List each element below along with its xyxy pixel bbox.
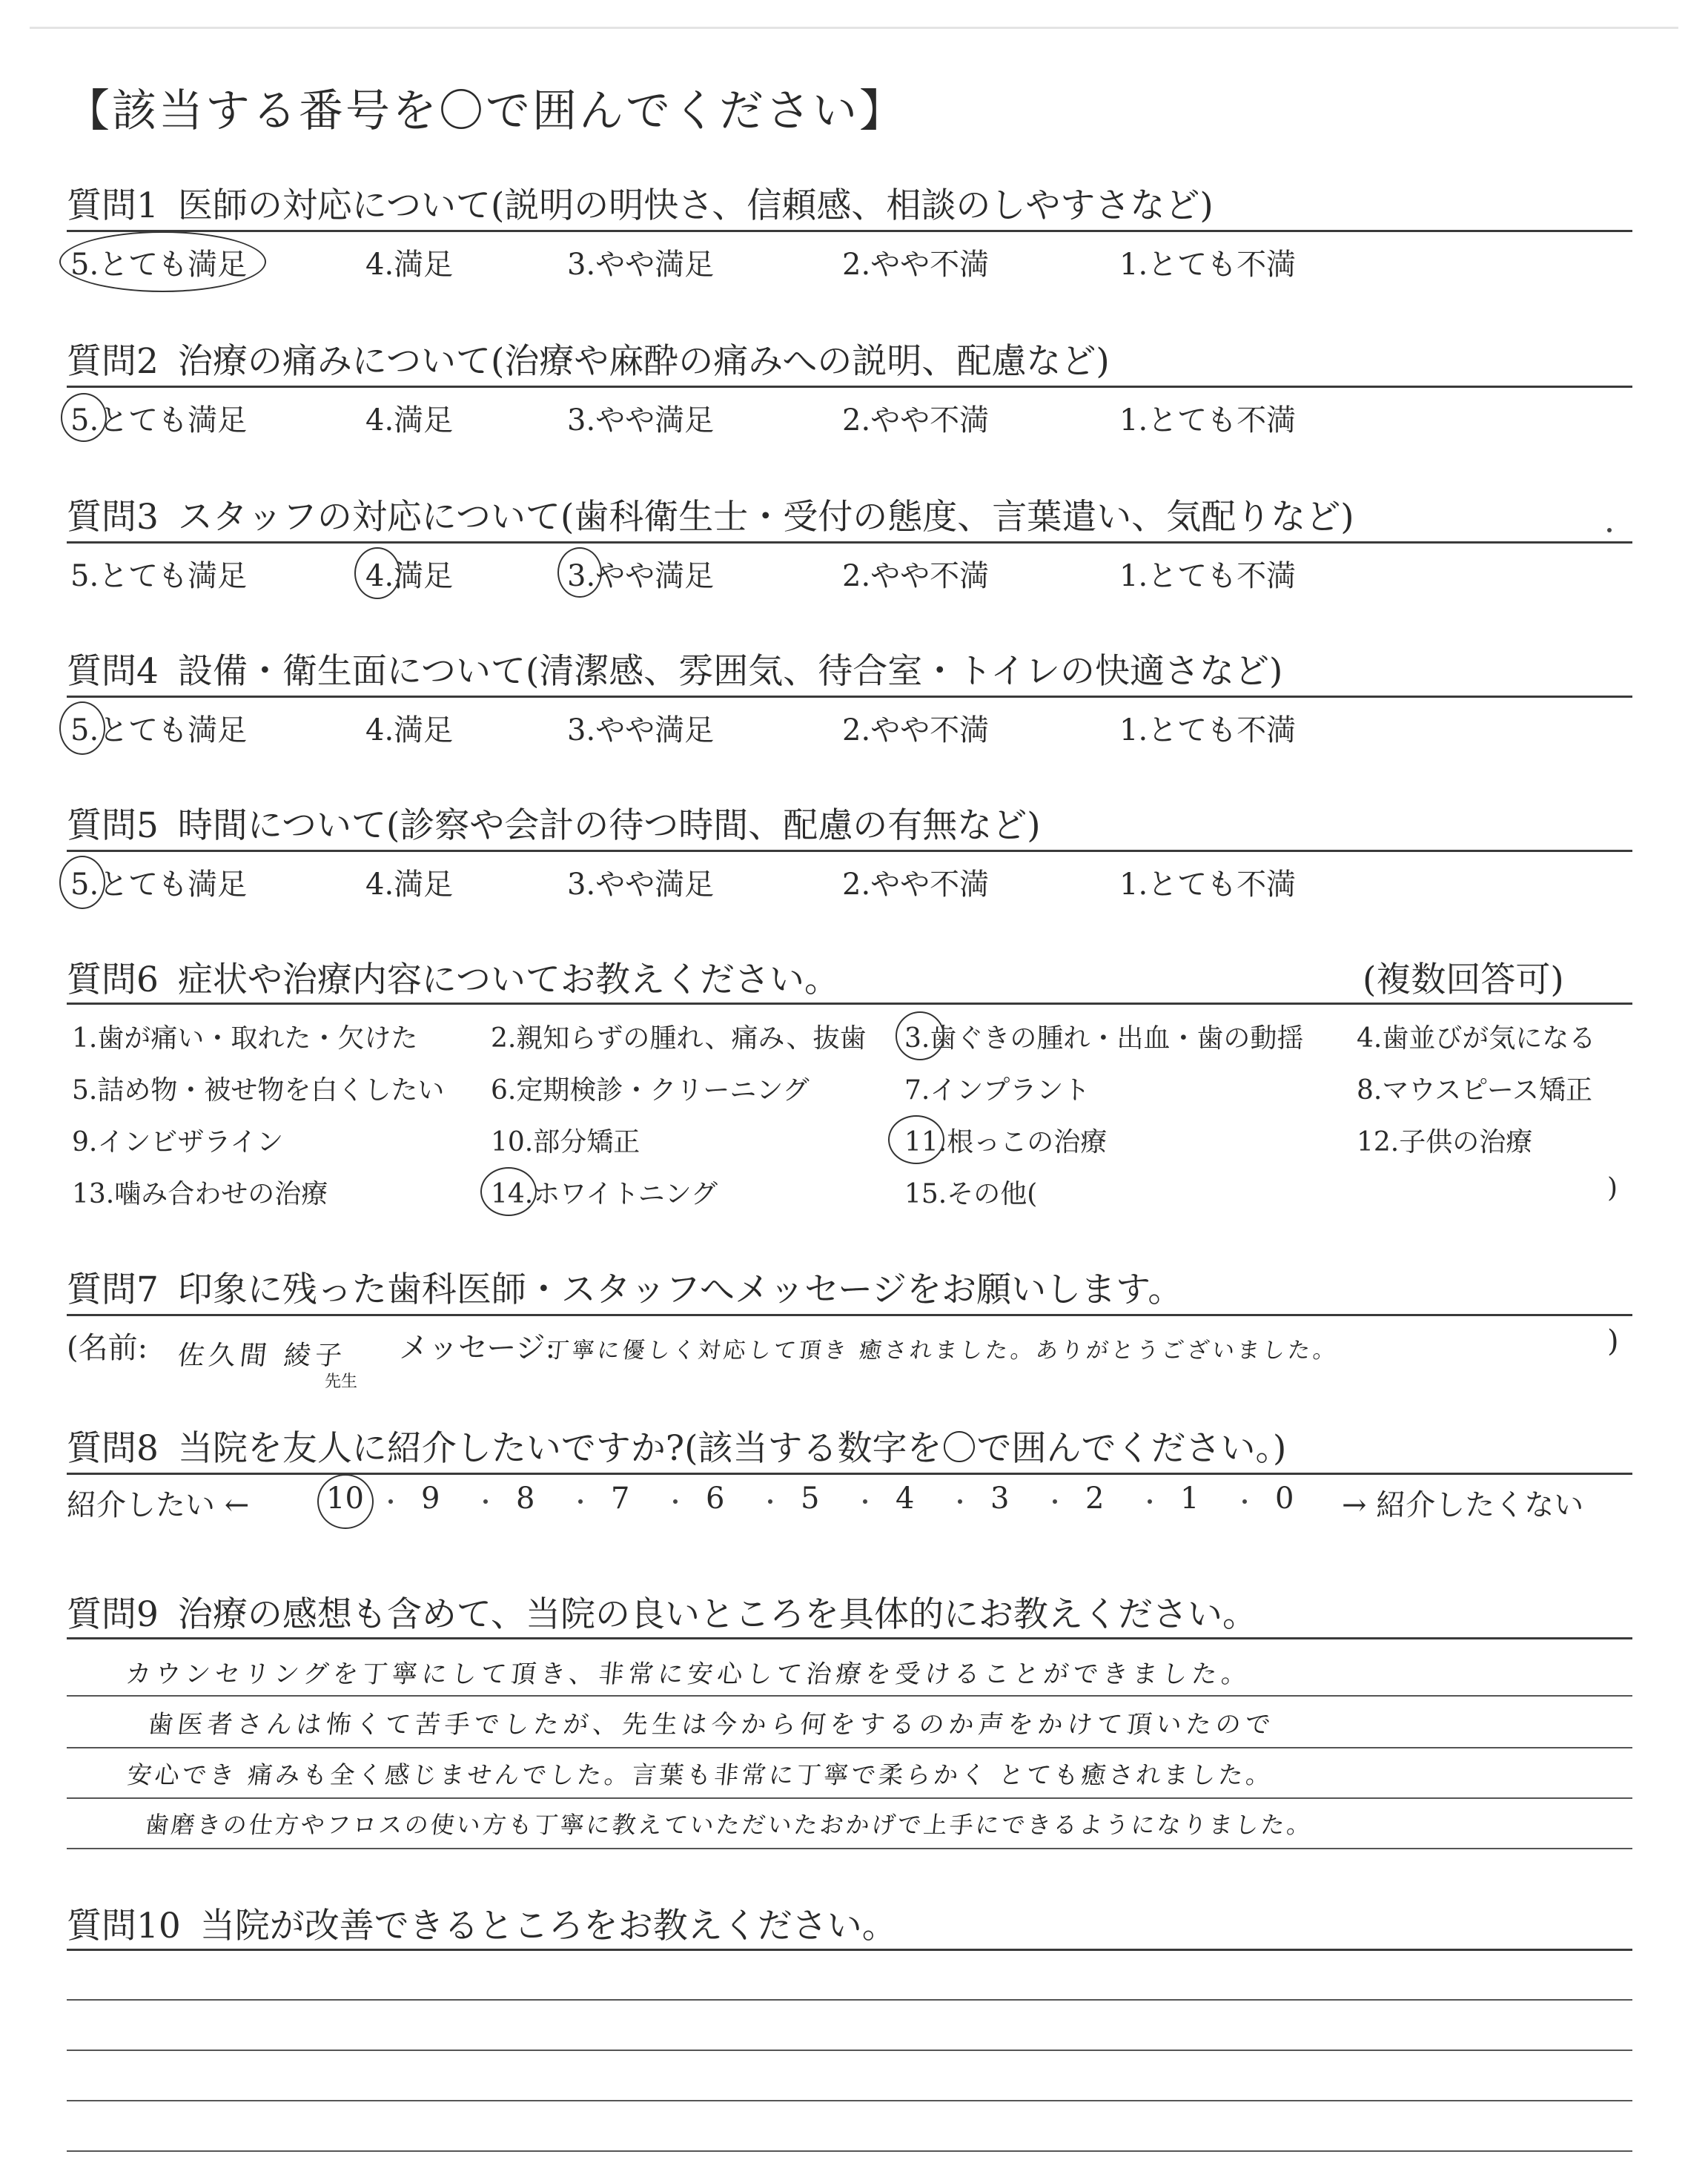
question-3-rule <box>67 541 1632 544</box>
q8-scale-1[interactable]: 1 <box>1180 1482 1199 1516</box>
q6-option-11[interactable]: 11.根っこの治療 <box>904 1127 1108 1157</box>
q4-option-3[interactable]: 3.やや満足 <box>567 713 715 747</box>
q7-message-value[interactable]: 丁寧に優しく対応して頂き 癒されました。ありがとうございました。 <box>545 1338 1340 1364</box>
question-4-rule <box>67 696 1632 698</box>
q9-line-rule-2 <box>67 1747 1632 1748</box>
q6-option-12[interactable]: 12.子供の治療 <box>1357 1127 1533 1157</box>
q8-scale-0[interactable]: 0 <box>1275 1482 1294 1516</box>
q8-scale-2[interactable]: 2 <box>1085 1482 1105 1516</box>
q2-hand-circle <box>61 393 107 442</box>
page-title: 【該当する番号を〇で囲んでください】 <box>65 85 906 137</box>
q6-option-4[interactable]: 4.歯並びが気になる <box>1357 1023 1596 1054</box>
q9-answer-line-2[interactable]: 歯医者さんは怖くて苦手でしたが、先生は今から何をするのか声をかけて頂いたので <box>146 1710 1277 1740</box>
q8-scale-separator <box>483 1499 488 1504</box>
q6-option-3[interactable]: 3.歯ぐきの腫れ・出血・歯の動揺 <box>904 1023 1304 1054</box>
q8-scale-separator <box>768 1499 772 1504</box>
q8-scale-separator <box>958 1499 962 1504</box>
q1-option-3[interactable]: 3.やや満足 <box>567 248 715 282</box>
q9-answer-line-1[interactable]: カウンセリングを丁寧にして頂き、非常に安心して治療を受けることができました。 <box>124 1659 1253 1689</box>
q1-option-4[interactable]: 4.満足 <box>365 248 454 282</box>
q10-line-rule-3[interactable] <box>67 2100 1632 2101</box>
q6-option-9[interactable]: 9.インビザライン <box>72 1127 284 1157</box>
q2-option-1[interactable]: 1.とても不満 <box>1119 403 1297 437</box>
q4-option-5[interactable]: 5.とても満足 <box>70 713 248 747</box>
q8-scale-10[interactable]: 10 <box>326 1482 364 1516</box>
question-6-rule <box>67 1003 1632 1005</box>
q8-scale-8[interactable]: 8 <box>516 1482 535 1516</box>
q7-name-value[interactable]: 佐久間 綾子 <box>176 1341 348 1371</box>
q8-scale-9[interactable]: 9 <box>421 1482 440 1516</box>
q5-option-4[interactable]: 4.満足 <box>365 868 454 902</box>
q8-scale-separator <box>673 1499 678 1504</box>
q5-option-5[interactable]: 5.とても満足 <box>70 868 248 902</box>
question-6-note: (複数回答可) <box>1363 960 1564 1000</box>
q4-option-2[interactable]: 2.やや不満 <box>842 713 990 747</box>
q3-option-2[interactable]: 2.やや不満 <box>842 559 990 593</box>
q1-hand-circle <box>59 231 266 292</box>
question-2-title: 質問2 治療の痛みについて(治療や麻酔の痛みへの説明、配慮など) <box>67 341 1110 382</box>
q1-option-2[interactable]: 2.やや不満 <box>842 248 990 282</box>
q10-line-rule-4[interactable] <box>67 2150 1632 2152</box>
q8-scale-4[interactable]: 4 <box>896 1482 915 1516</box>
q1-option-1[interactable]: 1.とても不満 <box>1119 248 1297 282</box>
q5-option-2[interactable]: 2.やや不満 <box>842 868 990 902</box>
q6-option-1[interactable]: 1.歯が痛い・取れた・欠けた <box>72 1023 418 1054</box>
q9-line-rule-1 <box>67 1695 1632 1697</box>
q9-line-rule-4 <box>67 1848 1632 1849</box>
q3-option-3[interactable]: 3.やや満足 <box>567 559 715 593</box>
q7-message-label: メッセージ: <box>399 1331 556 1365</box>
question-1-rule <box>67 230 1632 232</box>
q6-hand-circle-14 <box>480 1167 537 1216</box>
q3-hand-circle-3 <box>557 547 602 598</box>
top-border <box>30 27 1678 29</box>
question-3-title: 質問3 スタッフの対応について(歯科衛生士・受付の態度、言葉遣い、気配りなど) <box>67 497 1354 538</box>
q6-option-14[interactable]: 14.ホワイトニング <box>491 1179 718 1209</box>
q2-option-4[interactable]: 4.満足 <box>365 403 454 437</box>
q4-hand-circle <box>59 701 105 755</box>
q8-scale-separator <box>1053 1499 1057 1504</box>
q8-scale-separator <box>1242 1499 1247 1504</box>
question-7-rule <box>67 1314 1632 1316</box>
q8-scale-separator <box>578 1499 583 1504</box>
q6-hand-circle-3 <box>896 1011 944 1060</box>
q6-option-15-close: ) <box>1607 1173 1618 1203</box>
q10-line-rule-2[interactable] <box>67 2050 1632 2051</box>
q9-answer-line-3[interactable]: 安心でき 痛みも全く感じませんでした。言葉も非常に丁寧で柔らかく とても癒されました。 <box>125 1760 1275 1789</box>
question-8-rule <box>67 1473 1632 1475</box>
q6-hand-circle-11 <box>888 1115 944 1164</box>
q7-close-paren: ) <box>1607 1324 1619 1358</box>
question-5-rule <box>67 850 1632 852</box>
q8-scale-3[interactable]: 3 <box>990 1482 1010 1516</box>
question-6-title: 質問6 症状や治療内容についてお教えください。 <box>67 960 839 1000</box>
q6-option-10[interactable]: 10.部分矯正 <box>491 1127 640 1157</box>
q3-option-5[interactable]: 5.とても満足 <box>70 559 248 593</box>
q6-option-6[interactable]: 6.定期検診・クリーニング <box>491 1075 810 1106</box>
q6-option-13[interactable]: 13.噛み合わせの治療 <box>72 1179 328 1209</box>
q9-line-rule-3 <box>67 1797 1632 1799</box>
question-10-rule <box>67 1949 1632 1951</box>
q8-hand-circle-10 <box>317 1474 374 1529</box>
question-9-title: 質問9 治療の感想も含めて、当院の良いところを具体的にお教えください。 <box>67 1594 1257 1635</box>
q3-hand-circle-4 <box>354 547 400 599</box>
q5-hand-circle <box>59 856 105 909</box>
q6-option-2[interactable]: 2.親知らずの腫れ、痛み、抜歯 <box>491 1023 867 1054</box>
q1-option-5[interactable]: 5.とても満足 <box>70 248 248 282</box>
question-1-title: 質問1 医師の対応について(説明の明快さ、信頼感、相談のしやすさなど) <box>67 185 1214 226</box>
q5-option-3[interactable]: 3.やや満足 <box>567 868 715 902</box>
q9-answer-line-4[interactable]: 歯磨きの仕方やフロスの使い方も丁寧に教えていただいたおかげで上手にできるようになりました。 <box>143 1811 1314 1839</box>
q2-option-2[interactable]: 2.やや不満 <box>842 403 990 437</box>
q6-option-15[interactable]: 15.その他( <box>904 1179 1038 1209</box>
question-5-title: 質問5 時間について(診察や会計の待つ時間、配慮の有無など) <box>67 805 1041 846</box>
q6-option-7[interactable]: 7.インプラント <box>904 1075 1090 1106</box>
q3-option-4[interactable]: 4.満足 <box>365 559 454 593</box>
q8-scale-separator <box>863 1499 867 1504</box>
question-10-title: 質問10 当院が改善できるところをお教えください。 <box>67 1906 897 1946</box>
q2-option-5[interactable]: 5.とても満足 <box>70 403 248 437</box>
q8-right-label: → 紹介したくない <box>1342 1488 1584 1522</box>
q8-left-label: 紹介したい ← <box>67 1488 250 1522</box>
q6-option-8[interactable]: 8.マウスピース矯正 <box>1357 1075 1593 1106</box>
question-7-title: 質問7 印象に残った歯科医師・スタッフへメッセージをお願いします。 <box>67 1269 1183 1310</box>
stray-mark <box>1607 528 1612 532</box>
question-4-title: 質問4 設備・衛生面について(清潔感、雰囲気、待合室・トイレの快適さなど) <box>67 651 1283 692</box>
question-2-rule <box>67 386 1632 388</box>
q5-option-1[interactable]: 1.とても不満 <box>1119 868 1297 902</box>
q7-name-suffix: 先生 <box>325 1373 358 1391</box>
q4-option-4[interactable]: 4.満足 <box>365 713 454 747</box>
question-9-rule <box>67 1637 1632 1639</box>
q7-name-label: (名前: <box>67 1331 148 1365</box>
q6-option-5[interactable]: 5.詰め物・被せ物を白くしたい <box>72 1075 445 1106</box>
question-8-title: 質問8 当院を友人に紹介したいですか?(該当する数字を〇で囲んでください。) <box>67 1428 1287 1469</box>
q3-option-1[interactable]: 1.とても不満 <box>1119 559 1297 593</box>
q10-line-rule-1[interactable] <box>67 1999 1632 2001</box>
q8-scale-7[interactable]: 7 <box>611 1482 630 1516</box>
q2-option-3[interactable]: 3.やや満足 <box>567 403 715 437</box>
q8-scale-separator <box>1148 1499 1152 1504</box>
q8-scale-separator <box>388 1499 393 1504</box>
q4-option-1[interactable]: 1.とても不満 <box>1119 713 1297 747</box>
q8-scale-6[interactable]: 6 <box>706 1482 725 1516</box>
q8-scale-5[interactable]: 5 <box>801 1482 820 1516</box>
